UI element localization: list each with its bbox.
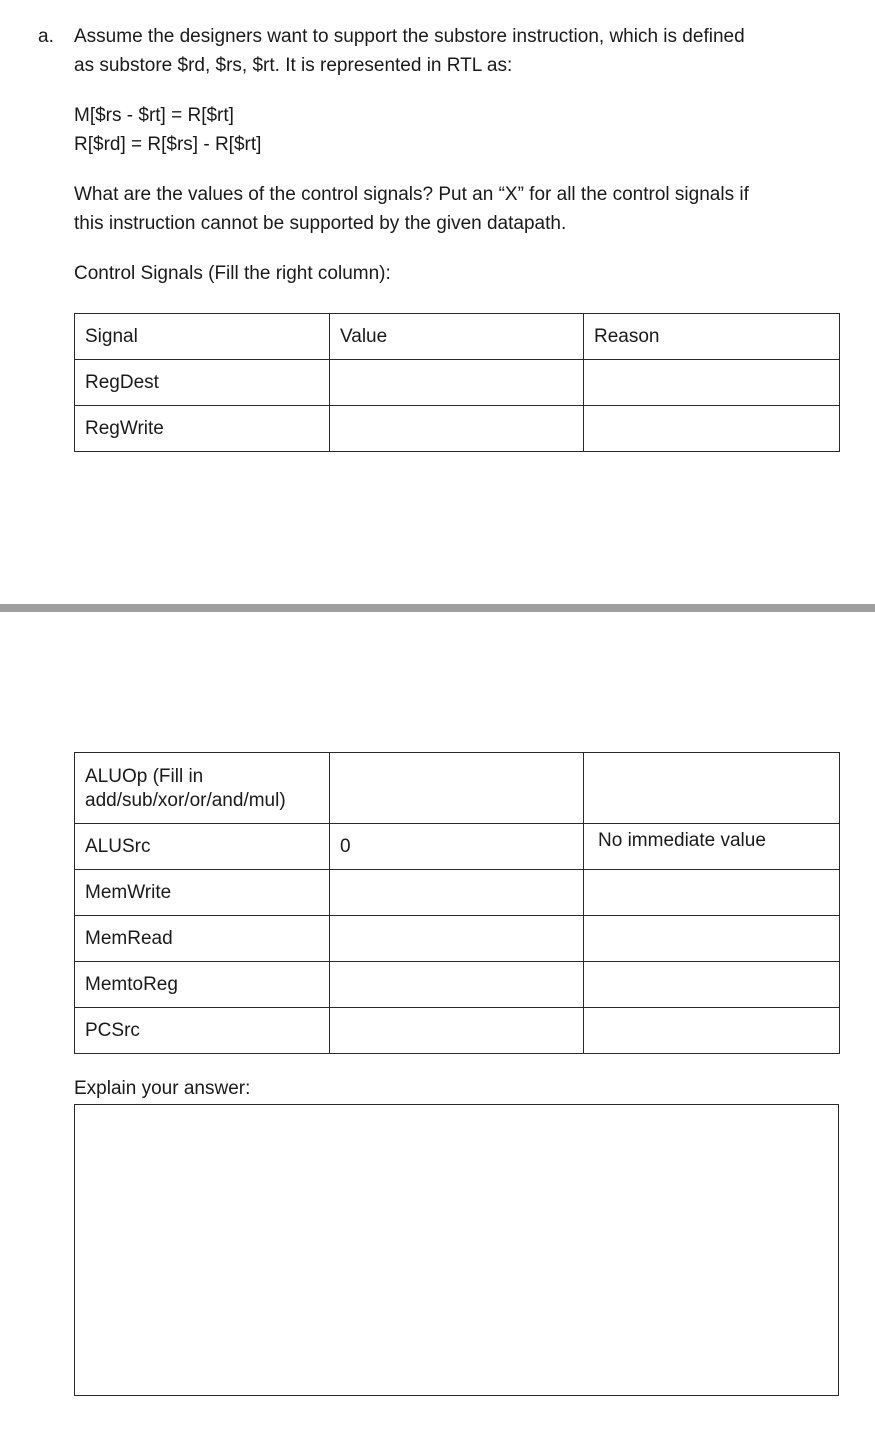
table-row-pcsrc [75,1008,840,1054]
table-row-memwrite [75,870,840,916]
question-line-1: Assume the designers want to support the substore instruction, which is defined [74,26,745,47]
signal-cell: RegDest [75,360,330,406]
value-cell[interactable] [330,753,584,824]
value-cell[interactable] [330,406,584,452]
value-cell[interactable] [330,916,584,962]
reason-cell[interactable]: No immediate value [584,824,840,870]
header-value: Value [330,314,584,360]
table-caption: Control Signals (Fill the right column): [74,263,391,284]
control-signals-table-bottom [74,752,840,1054]
reason-cell[interactable] [584,962,840,1008]
signal-cell: MemtoReg [75,962,330,1008]
signal-cell: MemRead [75,916,330,962]
explain-answer-box[interactable] [74,1104,839,1396]
table-header-row [75,314,840,360]
signal-cell: ALUSrc [75,824,330,870]
question-marker: a. [38,26,54,47]
value-cell[interactable] [330,360,584,406]
rtl-line-2: R[$rd] = R[$rs] - R[$rt] [74,134,262,155]
reason-cell[interactable] [584,406,840,452]
aluop-label-line-2: add/sub/xor/or/and/mul) [85,790,286,811]
page-break-divider [0,604,875,612]
header-signal: Signal [75,314,330,360]
reason-cell[interactable] [584,870,840,916]
prompt-line-1: What are the values of the control signals? Put an “X” for all the control signals if [74,184,749,205]
table-row-aluop [75,753,840,824]
reason-cell[interactable] [584,1008,840,1054]
table-row-regwrite [75,406,840,452]
signal-cell: PCSrc [75,1008,330,1054]
table-row-alusrc [75,824,840,870]
reason-cell[interactable] [584,753,840,824]
table-row-memread [75,916,840,962]
control-signals-table-top [74,313,840,452]
prompt-line-2: this instruction cannot be supported by the given datapath. [74,213,567,234]
table-row-regdest [75,360,840,406]
table-row-memtoreg [75,962,840,1008]
value-cell[interactable]: 0 [330,824,584,870]
signal-cell [75,753,330,824]
signal-cell: RegWrite [75,406,330,452]
value-cell[interactable] [330,962,584,1008]
reason-cell[interactable] [584,916,840,962]
rtl-line-1: M[$rs - $rt] = R[$rt] [74,105,234,126]
signal-cell: MemWrite [75,870,330,916]
value-cell[interactable] [330,1008,584,1054]
reason-cell[interactable] [584,360,840,406]
aluop-label-line-1: ALUOp (Fill in [85,766,204,787]
question-line-2: as substore $rd, $rs, $rt. It is represented in RTL as: [74,55,513,76]
value-cell[interactable] [330,870,584,916]
explain-label: Explain your answer: [74,1078,251,1099]
header-reason: Reason [584,314,840,360]
